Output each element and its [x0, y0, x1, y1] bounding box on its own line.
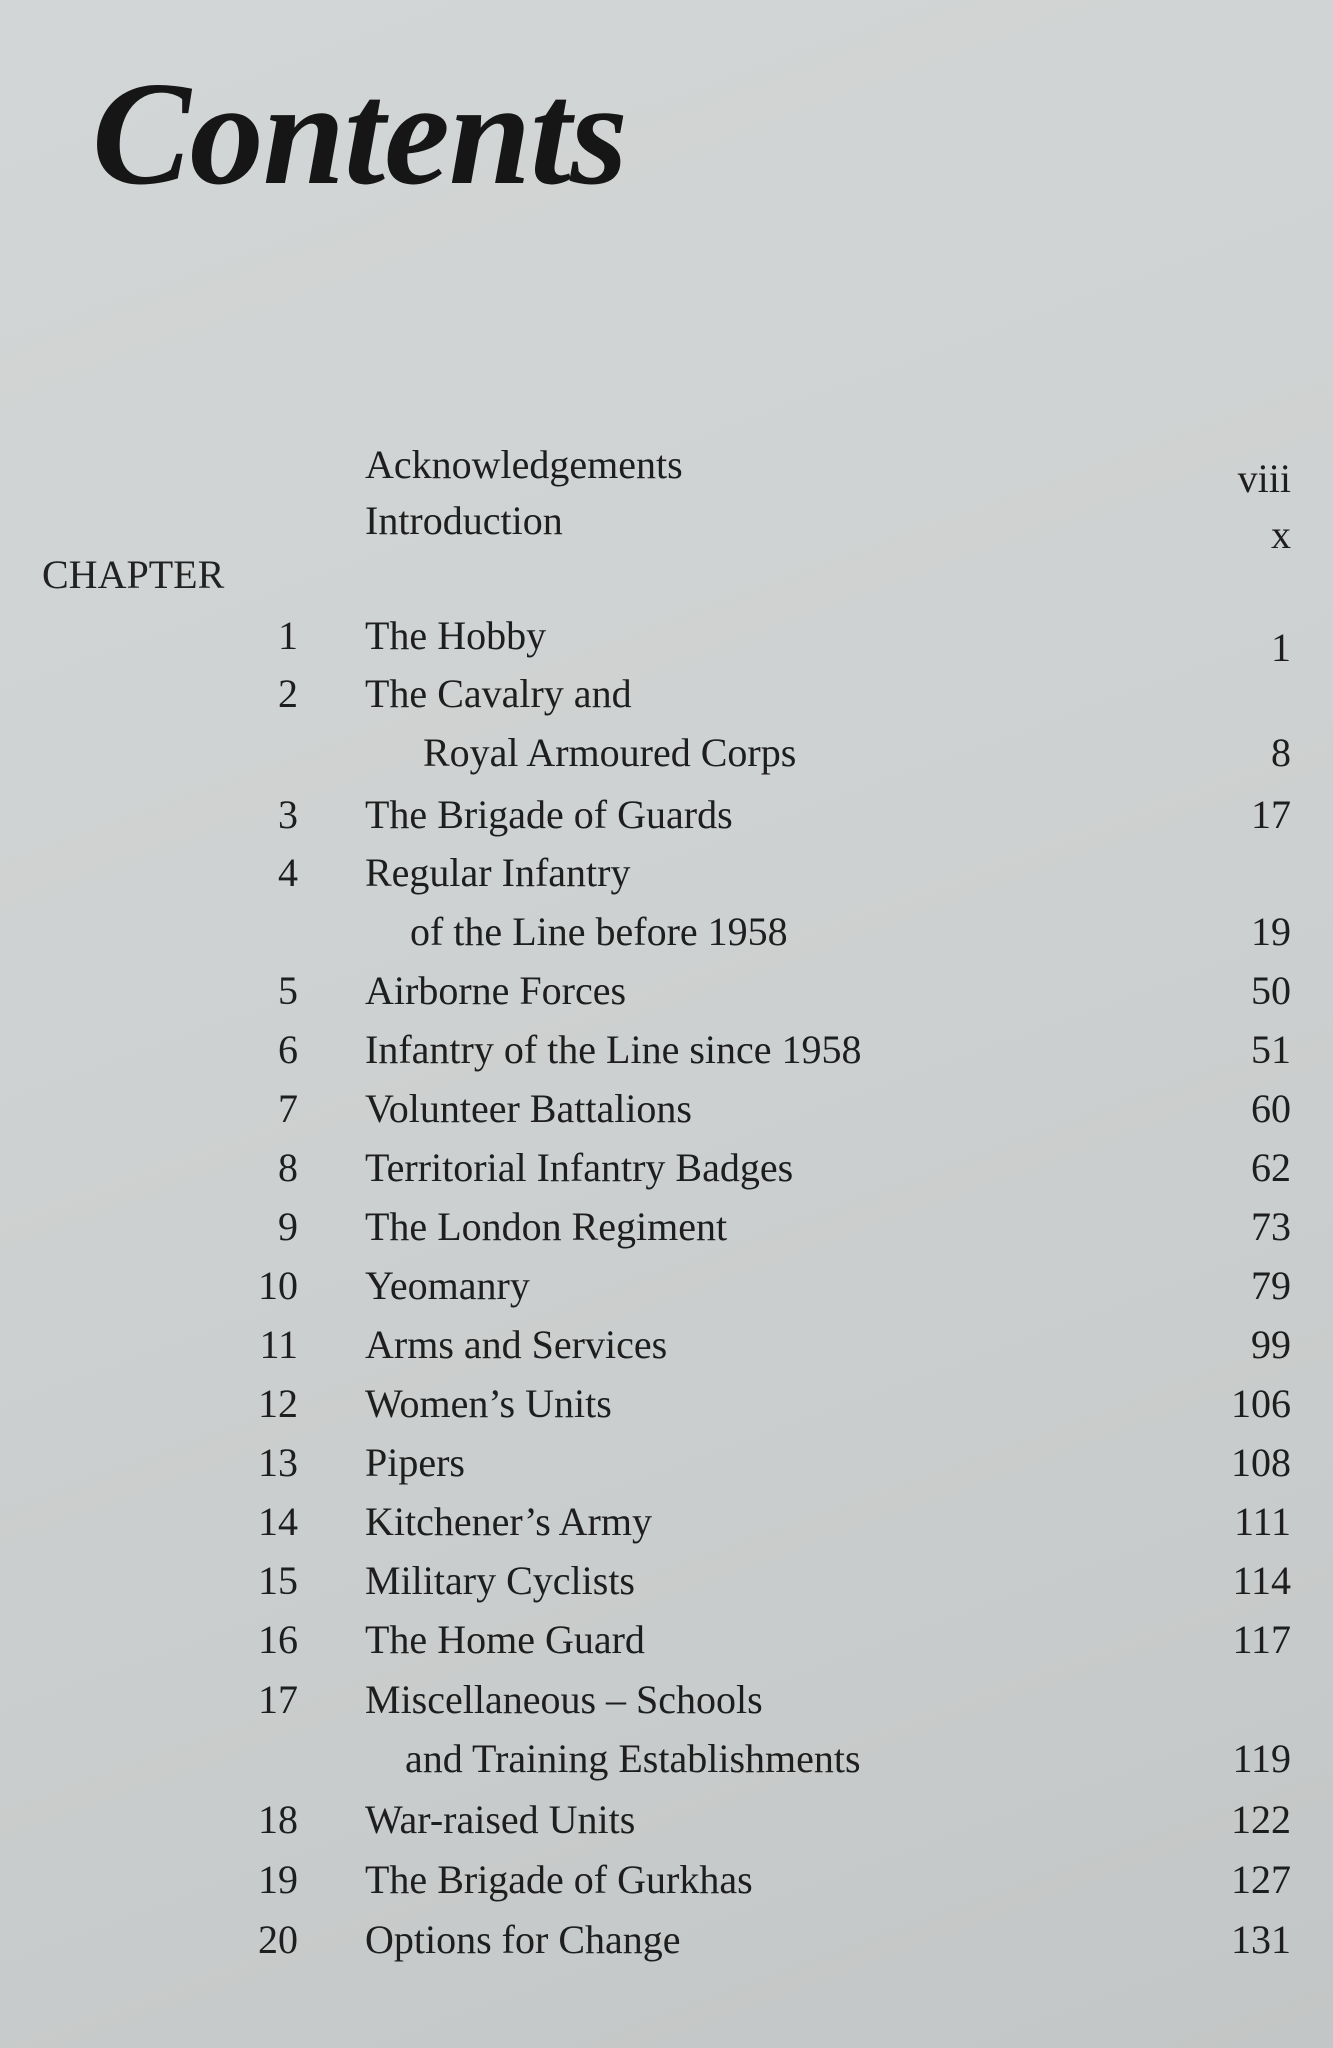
chapter-title: Women’s Units: [365, 1381, 612, 1426]
chapter-column-label: CHAPTER: [42, 552, 225, 597]
toc-chapter-13[interactable]: [0, 1438, 1333, 1488]
chapter-number: 13: [258, 1440, 298, 1485]
toc-chapter-15[interactable]: [0, 1556, 1333, 1606]
toc-chapter-8[interactable]: [0, 1143, 1333, 1193]
chapter-title: Airborne Forces: [365, 968, 627, 1013]
toc-chapter-2[interactable]: [0, 669, 1333, 775]
chapter-title: The Hobby: [365, 613, 547, 658]
toc-chapter-20[interactable]: [0, 1915, 1333, 1965]
toc-chapter-17[interactable]: [0, 1675, 1333, 1781]
chapter-number: 3: [278, 792, 298, 837]
chapter-page: 131: [1231, 1917, 1291, 1962]
chapter-page: 111: [1233, 1499, 1291, 1544]
chapter-title: War-raised Units: [365, 1797, 636, 1842]
chapter-number: 11: [259, 1322, 298, 1367]
chapter-title: Kitchener’s Army: [365, 1499, 652, 1544]
chapter-number: 2: [278, 671, 298, 716]
chapter-title-continued: Royal Armoured Corps: [423, 730, 797, 775]
chapter-title: Pipers: [365, 1440, 465, 1485]
chapter-title-continued: of the Line before 1958: [410, 909, 788, 954]
chapter-number: 19: [258, 1857, 298, 1902]
chapter-page: 114: [1232, 1558, 1291, 1603]
chapter-title: Arms and Services: [365, 1322, 668, 1367]
chapter-page: 122: [1231, 1797, 1291, 1842]
chapter-page: 1: [1271, 625, 1291, 670]
chapter-page: 19: [1251, 909, 1291, 954]
chapter-number: 18: [258, 1797, 298, 1842]
chapter-page: 8: [1271, 730, 1291, 775]
page-title: Contents: [92, 52, 627, 216]
chapter-title: The Brigade of Guards: [365, 792, 733, 837]
chapter-number: 17: [258, 1677, 298, 1722]
chapter-title: Infantry of the Line since 1958: [365, 1027, 862, 1072]
toc-chapter-5[interactable]: [0, 966, 1333, 1016]
chapter-page: 127: [1231, 1857, 1291, 1902]
chapter-number: 15: [258, 1558, 298, 1603]
chapter-number: 12: [258, 1381, 298, 1426]
chapter-page: 17: [1251, 792, 1291, 837]
chapter-page: 117: [1232, 1617, 1291, 1662]
chapter-number: 1: [278, 613, 298, 658]
chapter-number: 6: [278, 1027, 298, 1072]
chapter-title: The Cavalry and: [365, 671, 632, 716]
chapter-title: The London Regiment: [365, 1204, 728, 1249]
toc-entry-title: Introduction: [365, 498, 563, 543]
chapter-title: Territorial Infantry Badges: [365, 1145, 794, 1190]
chapter-page: 50: [1251, 968, 1291, 1013]
chapter-number: 5: [278, 968, 298, 1013]
chapter-title: Yeomanry: [365, 1263, 530, 1308]
toc-chapter-16[interactable]: [0, 1615, 1333, 1665]
chapter-page: 106: [1231, 1381, 1291, 1426]
toc-chapter-14[interactable]: [0, 1497, 1333, 1547]
toc-chapter-9[interactable]: [0, 1202, 1333, 1252]
toc-entry-introduction[interactable]: [0, 496, 1333, 557]
chapter-title: Military Cyclists: [365, 1558, 635, 1603]
toc-chapter-7[interactable]: [0, 1084, 1333, 1134]
chapter-page: 60: [1251, 1086, 1291, 1131]
chapter-title: The Home Guard: [365, 1617, 645, 1662]
chapter-page: 62: [1251, 1145, 1291, 1190]
toc-chapter-10[interactable]: [0, 1261, 1333, 1311]
chapter-number: 10: [258, 1263, 298, 1308]
chapter-title-continued: and Training Establishments: [405, 1736, 861, 1781]
toc-entry-acknowledgements[interactable]: [0, 440, 1333, 501]
chapter-title: Volunteer Battalions: [365, 1086, 692, 1131]
chapter-number: 7: [278, 1086, 298, 1131]
chapter-page: 108: [1231, 1440, 1291, 1485]
chapter-number: 9: [278, 1204, 298, 1249]
chapter-number: 16: [258, 1617, 298, 1662]
chapter-page: 99: [1251, 1322, 1291, 1367]
chapter-number: 4: [278, 850, 298, 895]
toc-chapter-1[interactable]: [0, 611, 1333, 670]
toc-chapter-6[interactable]: [0, 1025, 1333, 1075]
chapter-page: 79: [1251, 1263, 1291, 1308]
toc-chapter-19[interactable]: [0, 1855, 1333, 1905]
toc-entry-page: x: [1271, 512, 1291, 557]
toc-chapter-11[interactable]: [0, 1320, 1333, 1370]
toc-chapter-12[interactable]: [0, 1379, 1333, 1429]
chapter-number: 14: [258, 1499, 298, 1544]
chapter-page: 73: [1251, 1204, 1291, 1249]
toc-entry-title: Acknowledgements: [365, 442, 683, 487]
chapter-title: The Brigade of Gurkhas: [365, 1857, 753, 1902]
chapter-page: 119: [1232, 1736, 1291, 1781]
chapter-page: 51: [1251, 1027, 1291, 1072]
toc-chapter-18[interactable]: [0, 1795, 1333, 1845]
chapter-title: Regular Infantry: [365, 850, 631, 895]
toc-chapter-3[interactable]: [0, 790, 1333, 840]
chapter-number: 20: [258, 1917, 298, 1962]
toc-entry-page: viii: [1237, 456, 1291, 501]
toc-chapter-4[interactable]: [0, 848, 1333, 954]
chapter-number: 8: [278, 1145, 298, 1190]
chapter-title: Miscellaneous – Schools: [365, 1677, 763, 1722]
chapter-title: Options for Change: [365, 1917, 681, 1962]
